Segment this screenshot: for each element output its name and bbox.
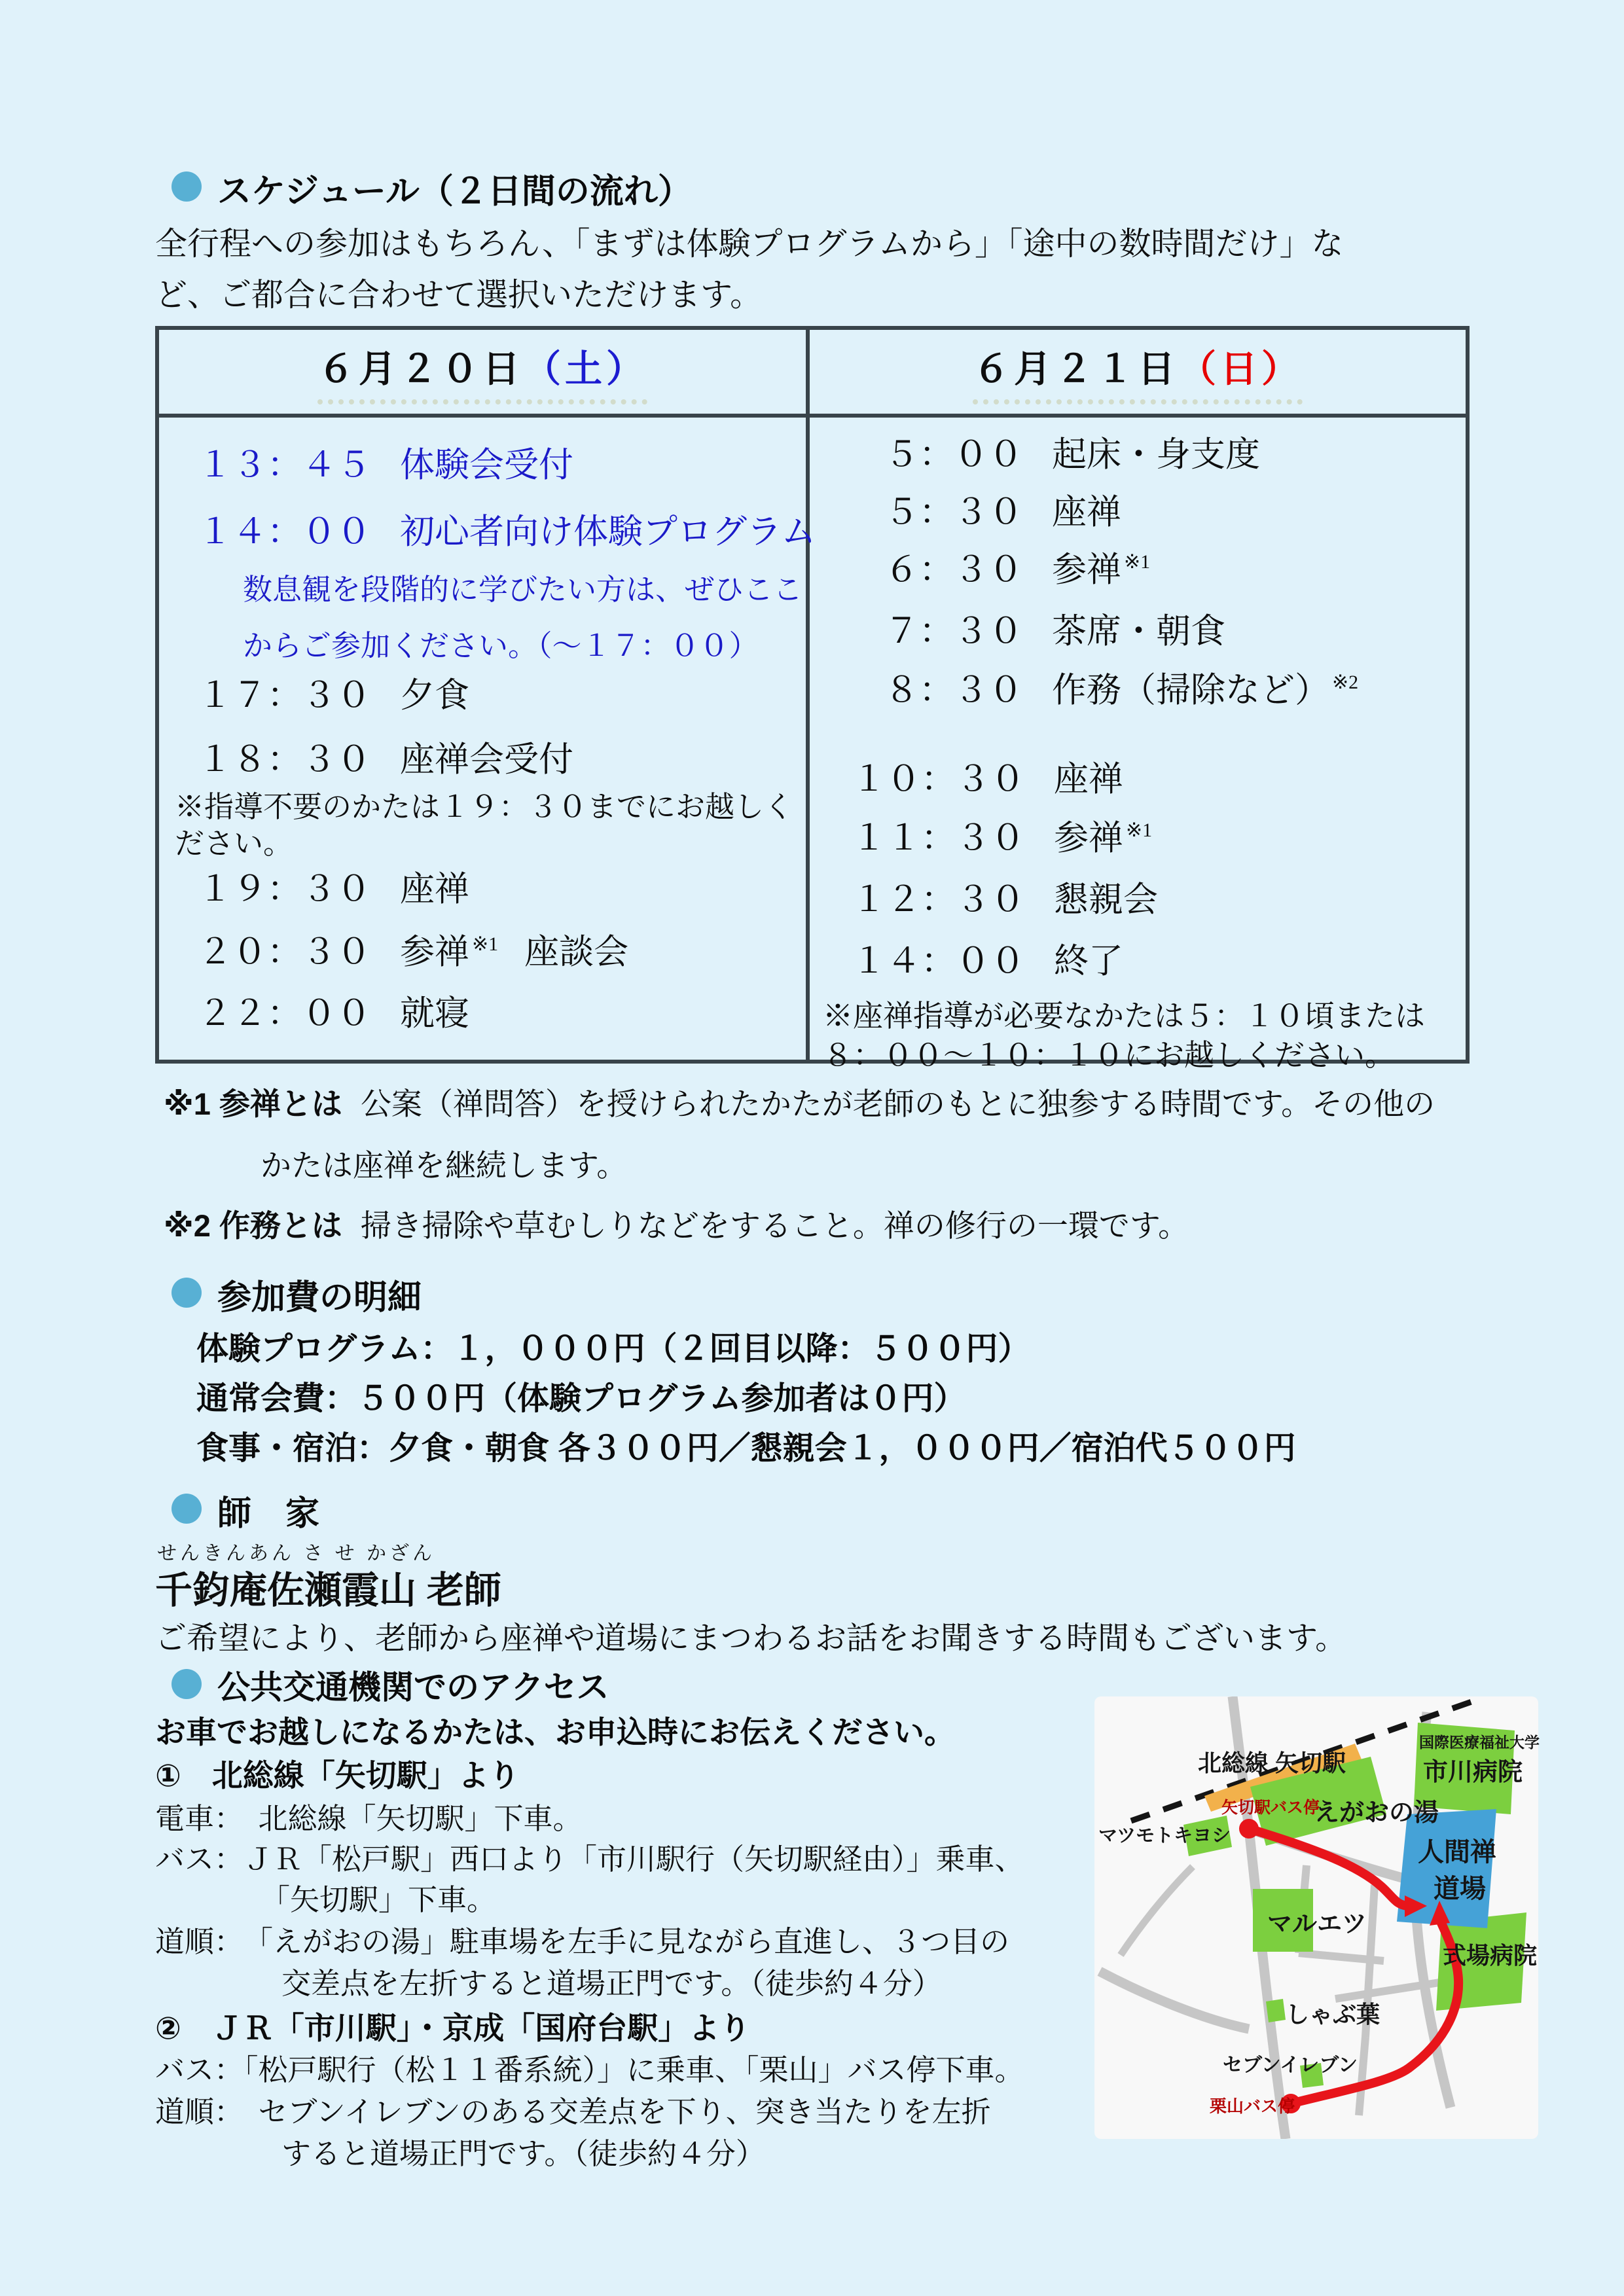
row-time: １９：３０	[198, 870, 371, 908]
row-time: １１：３０	[852, 819, 1025, 857]
footnote-2-line	[164, 1202, 1189, 1246]
schedule-row	[193, 986, 469, 1035]
access-heading: 公共交通機関でのアクセス	[217, 1669, 609, 1706]
teacher-heading: 師 家	[217, 1495, 320, 1533]
section-bullet-icon	[171, 1278, 202, 1308]
schedule-row	[852, 603, 1225, 653]
schedule-note: ※座禅指導が必要なかたは５：１０頃または	[823, 999, 1425, 1033]
section-bullet-icon	[171, 1669, 202, 1699]
row-label: 座禅会受付	[400, 741, 573, 779]
map-yagiri-stop-dot	[1239, 1819, 1259, 1839]
access-route1-title: ① 北総線「矢切駅」より	[155, 1758, 520, 1793]
schedule-note: からご参加ください。（～１７：００）	[243, 630, 759, 662]
day1-cell	[159, 418, 816, 1060]
row-time: ６：３０	[884, 551, 1023, 589]
access-route1-train: 電車： 北総線「矢切駅」下車。	[155, 1803, 583, 1835]
access-route1-bus-line1: バス：ＪＲ「松戸駅」西口より「市川駅行（矢切駅経由）」乗車、	[155, 1843, 1024, 1876]
access-route2-title: ② ＪＲ「市川駅」・京成「国府台駅」より	[155, 2011, 751, 2045]
map-label-shabuyo: しゃぶ葉	[1286, 2001, 1380, 2028]
row-label: 夕食	[400, 677, 469, 715]
row-label: 体験会受付	[400, 446, 573, 484]
fees-heading: 参加費の明細	[217, 1279, 422, 1317]
section-bullet-icon	[171, 1494, 202, 1524]
map-label-matsumotokiyoshi: マツモトキヨシ	[1098, 1825, 1231, 1846]
schedule-row	[193, 504, 816, 554]
schedule-intro-line2: ど、ご都合に合わせて選択いただけます。	[155, 277, 763, 313]
row-time: ２０：３０	[198, 933, 371, 971]
map-label-dojo-line1: 人間禅	[1418, 1838, 1496, 1867]
section-bullet-icon	[171, 171, 202, 202]
footnote-ref-1: ※1	[1124, 551, 1151, 573]
teacher-furigana: せんきんあん さ せ かざん	[157, 1543, 436, 1564]
schedule-row	[852, 751, 1123, 801]
row-label: 参禅	[1052, 551, 1121, 589]
schedule-row	[193, 437, 573, 487]
map-label-dojo-line2: 道場	[1434, 1874, 1486, 1903]
access-map	[1094, 1696, 1538, 2139]
fee-line-membership: 通常会費：５００円（体験プログラム参加者は０円）	[196, 1381, 966, 1416]
row-label: 起床・身支度	[1052, 436, 1260, 474]
access-route1-bus-line2: 「矢切駅」下車。	[261, 1884, 497, 1916]
schedule-intro-line1: 全行程への参加はもちろん、「まずは体験プログラムから」「途中の数時間だけ」な	[155, 226, 1344, 262]
map-shabuyo-block	[1266, 1999, 1286, 2022]
row-time: １３：４５	[198, 446, 371, 484]
row-time: １７：３０	[198, 677, 371, 715]
footnote-1-label: ※1 参禅とは	[164, 1086, 342, 1121]
row-label: 座禅	[1054, 761, 1123, 798]
day1-weekday: （土）	[524, 349, 647, 390]
schedule-table	[155, 326, 1470, 1072]
footnote-2-text: 掃き掃除や草むしりなどをすること。禅の修行の一環です。	[360, 1210, 1189, 1244]
row-time: ５：３０	[884, 493, 1023, 531]
row-label: 参禅	[1054, 819, 1123, 857]
access-route1-walk-line1: 道順： 「えがおの湯」駐車場を左手に見ながら直進し、３つ目の	[155, 1926, 1010, 1958]
schedule-row	[852, 872, 1158, 922]
row-time: ８：３０	[884, 672, 1023, 709]
schedule-heading: スケジュール（２日間の流れ）	[217, 173, 692, 211]
teacher-description: ご希望により、老師から座禅や道場にまつわるお話をお聞きする時間もございます。	[155, 1621, 1347, 1656]
map-label-university: 国際医療福祉大学	[1419, 1734, 1540, 1751]
schedule-row	[852, 810, 1152, 860]
row-time: ７：３０	[884, 613, 1023, 651]
row-time: １４：００	[198, 513, 371, 551]
map-label-egaonoyu: えがおの湯	[1314, 1799, 1439, 1827]
row-label: 座禅	[400, 870, 469, 908]
row-label: 作務（掃除など）	[1052, 672, 1329, 709]
access-route2-walk-line1: 道順： セブンイレブンのある交差点を下り、突き当たりを左折	[155, 2096, 991, 2128]
footnote-2-label: ※2 作務とは	[164, 1208, 342, 1243]
row-label: 座談会	[524, 933, 629, 971]
schedule-row	[852, 427, 1260, 476]
row-time: ２２：００	[198, 995, 371, 1033]
schedule-row	[193, 861, 469, 911]
schedule-note: ８：００～１０：１０にお越しください。	[823, 1039, 1395, 1072]
day1-date: ６月２０日	[317, 349, 524, 390]
day1-header	[159, 330, 810, 418]
schedule-row	[193, 732, 573, 781]
row-label: 就寝	[400, 995, 469, 1033]
day2-date: ６月２１日	[973, 349, 1179, 390]
footnote-ref-2: ※2	[1332, 672, 1359, 693]
fee-line-program: 体験プログラム：１，０００円（２回目以降：５００円）	[196, 1331, 1030, 1367]
schedule-note: ※指導不要のかたは１９：３０までにお越しく	[175, 791, 794, 823]
row-time: １０：３０	[852, 761, 1025, 798]
row-time: １４：００	[852, 942, 1025, 980]
schedule-row	[852, 542, 1150, 592]
map-label-ichikawa-hospital: 市川病院	[1423, 1759, 1523, 1786]
access-route2-walk-line2: すると道場正門です。（徒歩約４分）	[281, 2138, 765, 2170]
row-label: 参禅	[400, 933, 469, 971]
row-label: 茶席・朝食	[1052, 613, 1225, 651]
fee-line-meals: 食事・宿泊：夕食・朝食 各３００円／懇親会１，０００円／宿泊代５００円	[196, 1431, 1296, 1466]
footnote-1-line2: かたは座禅を継続します。	[261, 1149, 628, 1183]
row-time: １２：３０	[852, 881, 1025, 919]
schedule-note: ださい。	[175, 827, 293, 860]
day2-weekday: （日）	[1179, 349, 1303, 390]
row-label: 終了	[1054, 942, 1123, 980]
day2-header	[810, 330, 1466, 418]
map-label-seven-eleven: セブンイレブン	[1223, 2054, 1358, 2076]
footnote-1-line1	[164, 1080, 1435, 1124]
row-time: １８：３０	[198, 741, 371, 779]
day2-cell	[810, 418, 1466, 1072]
row-label: 初心者向け体験プログラム	[400, 513, 816, 551]
schedule-row	[852, 662, 1358, 712]
row-label: 懇親会	[1054, 881, 1158, 919]
map-label-maruetsu: マルエツ	[1267, 1910, 1367, 1938]
schedule-row	[193, 924, 628, 974]
map-label-yagiri-bus-stop: 矢切駅バス停	[1221, 1799, 1320, 1817]
access-car-note: お車でお越しになるかたは、お申込時にお伝えください。	[155, 1715, 955, 1749]
access-route2-bus: バス：「松戸駅行（松１１番系統）」に乗車、「栗山」バス停下車。	[155, 2054, 1024, 2087]
access-route1-walk-line2: 交差点を左折すると道場正門です。（徒歩約４分）	[281, 1967, 942, 2000]
map-label-shikiba-hospital: 式場病院	[1443, 1942, 1538, 1969]
schedule-note: 数息観を段階的に学びたい方は、ぜひここ	[243, 573, 803, 606]
footnote-1-text: 公案（禅問答）を授けられたかたが老師のもとに独参する時間です。その他の	[360, 1088, 1435, 1122]
schedule-row	[852, 484, 1121, 534]
footnote-ref-1: ※1	[1126, 819, 1153, 841]
row-label: 座禅	[1052, 493, 1121, 531]
schedule-row	[193, 668, 469, 717]
map-label-kuriyama-bus-stop: 栗山バス停	[1210, 2096, 1295, 2116]
map-label-station: 北総線 矢切駅	[1198, 1749, 1346, 1776]
footnote-ref-1: ※1	[472, 933, 499, 955]
schedule-row	[852, 933, 1123, 983]
teacher-name: 千鈞庵佐瀬霞山 老師	[155, 1570, 501, 1611]
row-time: ５：００	[884, 436, 1023, 474]
